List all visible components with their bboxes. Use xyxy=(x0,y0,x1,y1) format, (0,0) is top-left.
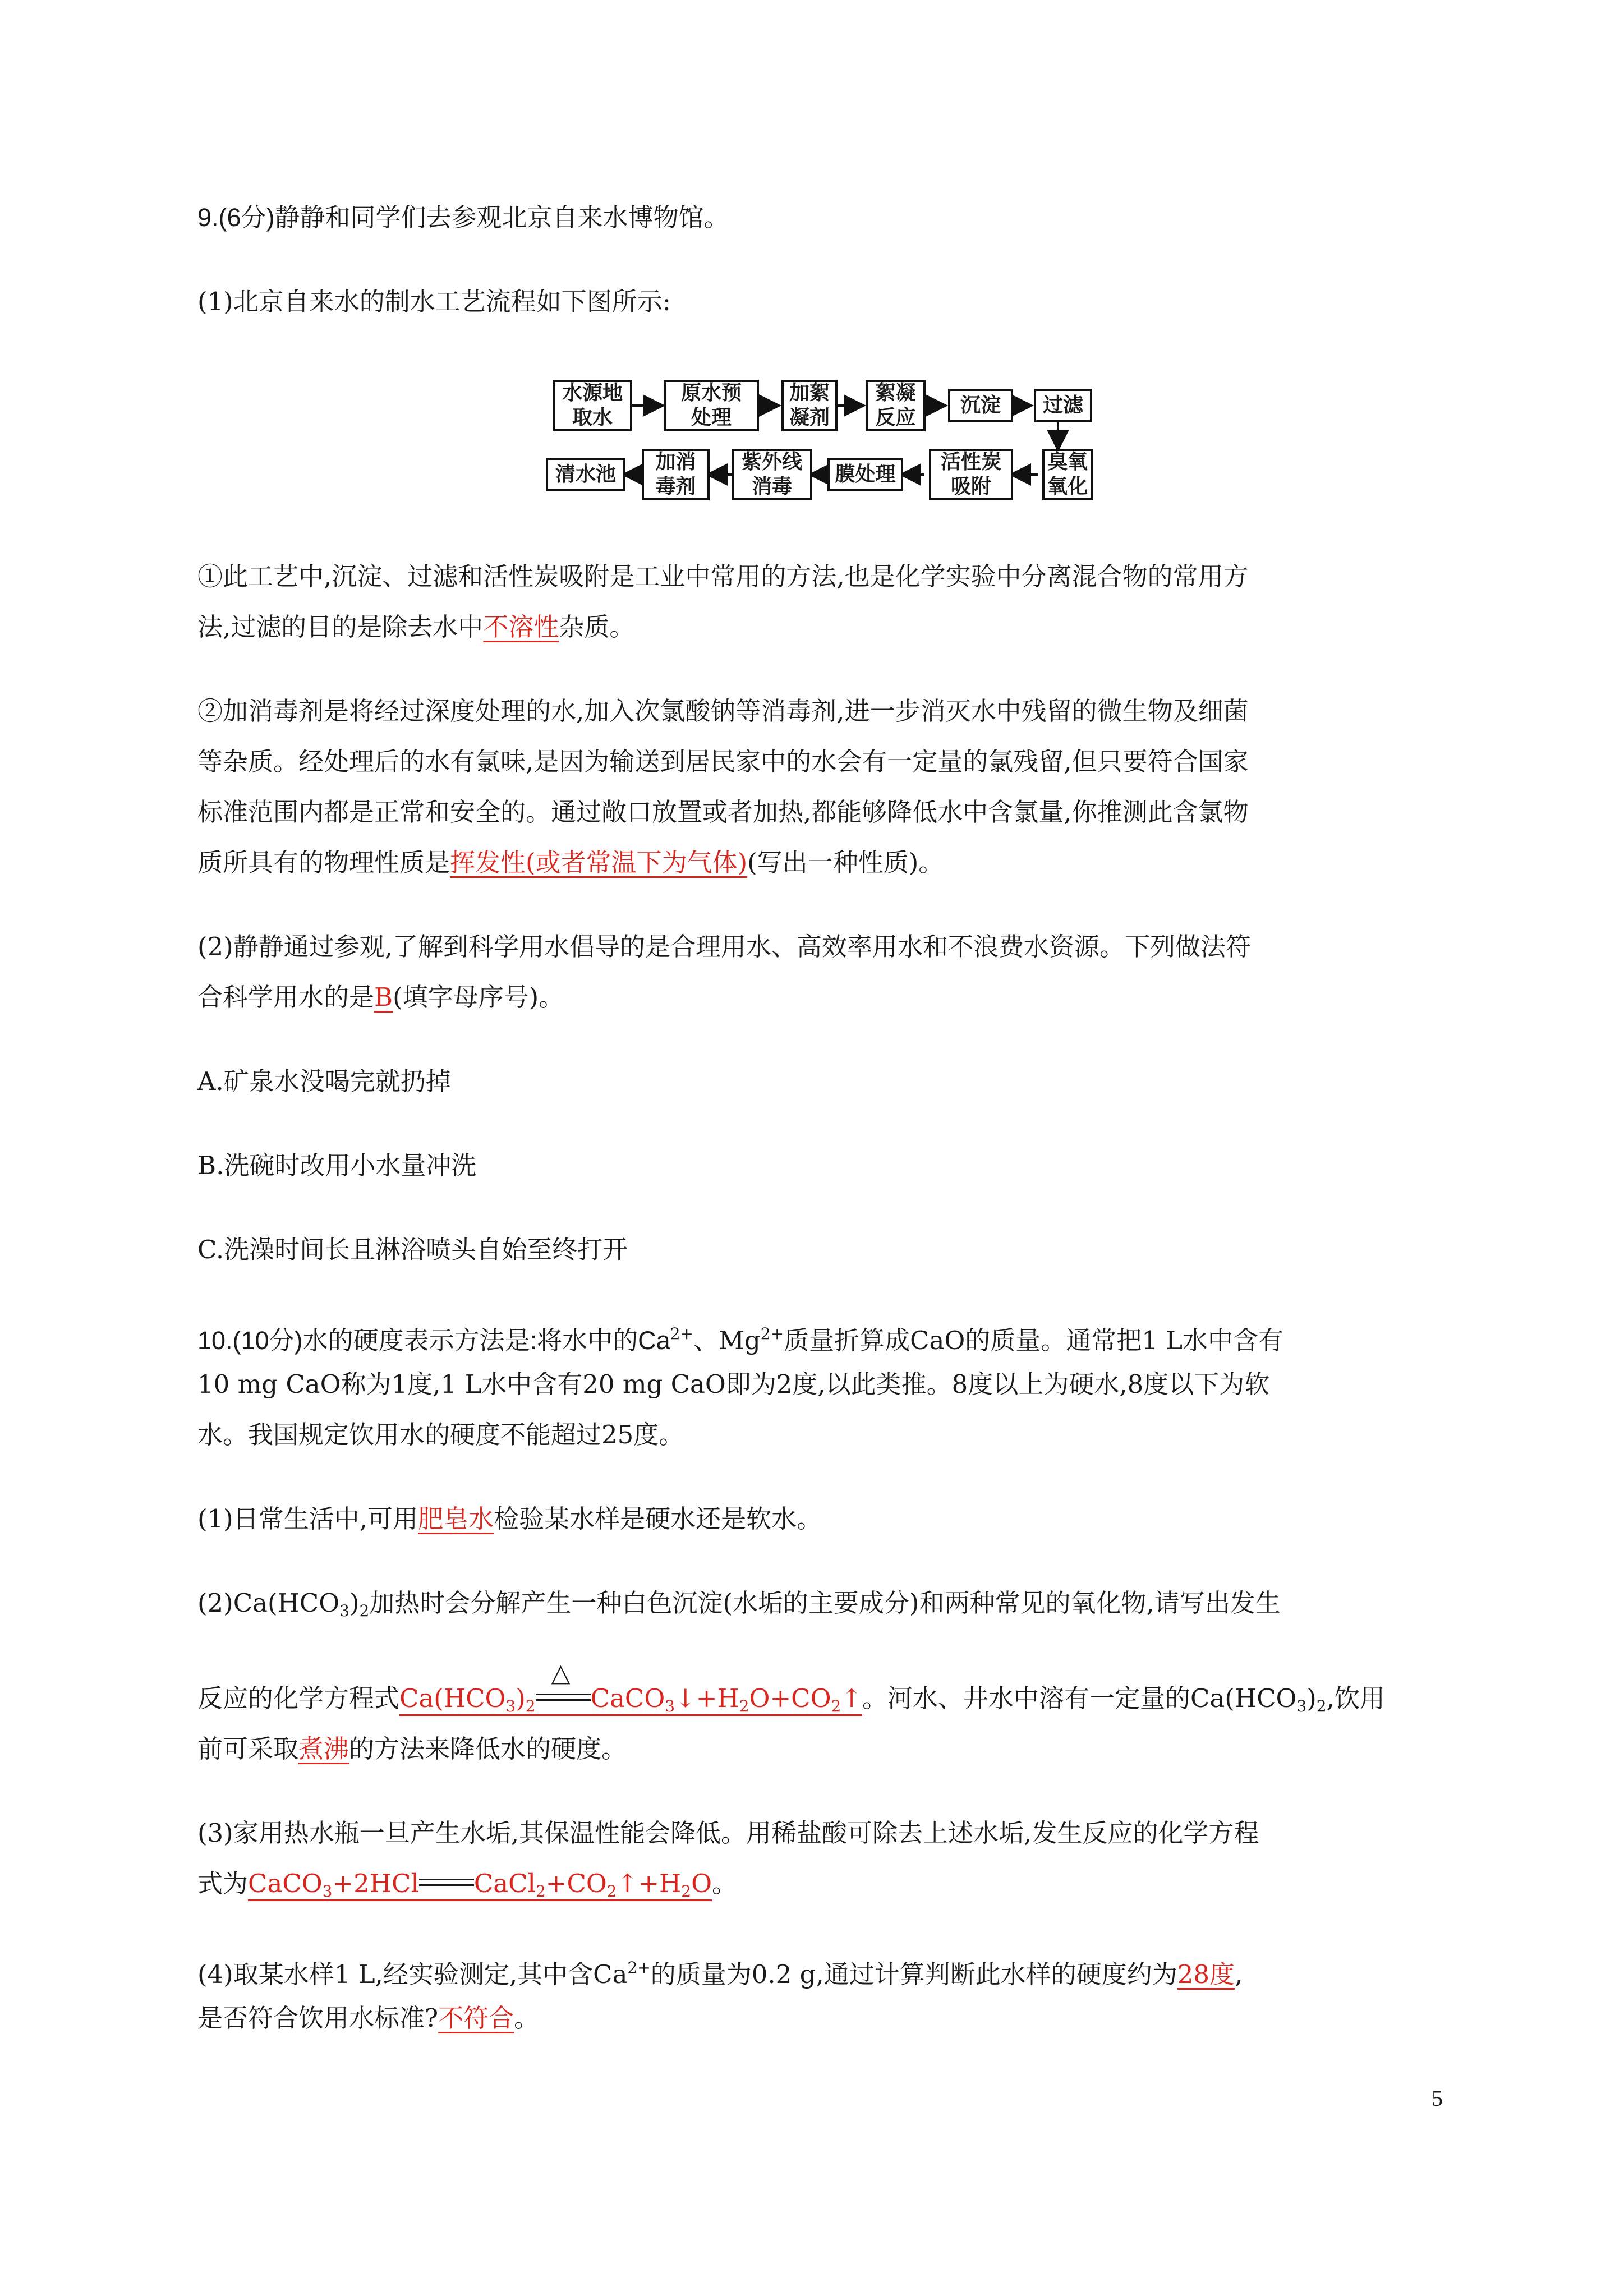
q10-p2-line1 xyxy=(197,1586,1281,1628)
q9-option-c: C.洗澡时间长且淋浴喷头自始至终打开 xyxy=(197,1235,628,1264)
flow-step-activated-carbon: 活性炭 吸附 xyxy=(929,449,1013,500)
q9-option-a: A.矿泉水没喝完就扔掉 xyxy=(197,1066,451,1096)
heat-equal-sign xyxy=(536,1659,591,1708)
q9-c2-line3: 标准范围内都是正常和安全的。通过敞口放置或者加热,都能够降低水中含氯量,你推测此含氯物 xyxy=(197,797,1249,827)
q10-p2-line2 xyxy=(197,1659,1385,1723)
sub: 3 xyxy=(322,1882,333,1901)
answer-hardness-28: 28度 xyxy=(1177,1959,1235,1989)
text: +H xyxy=(638,1869,682,1898)
q9-c2-line4 xyxy=(197,846,944,880)
text: 是否符合饮用水标准? xyxy=(197,2003,439,2033)
answer-soap-water: 肥皂水 xyxy=(418,1504,494,1534)
flow-step-filtration: 过滤 xyxy=(1034,389,1092,422)
text: +2HCl xyxy=(332,1869,419,1898)
text: O+CO xyxy=(749,1683,831,1713)
q9-p2-line1: (2)静静通过参观,了解到科学用水倡导的是合理用水、高效率用水和不浪费水资源。下列做法符 xyxy=(197,932,1252,961)
sub: 2 xyxy=(681,1882,692,1901)
q10-header-line1 xyxy=(197,1317,1283,1358)
q10-p3-line2 xyxy=(197,1867,737,1908)
text: 。 xyxy=(514,2003,540,2033)
flow-step-membrane: 膜处理 xyxy=(827,458,903,491)
q10-p1 xyxy=(197,1502,822,1536)
text: 式为 xyxy=(197,1869,249,1898)
q10-header-line3: 水。我国规定饮用水的硬度不能超过25度。 xyxy=(197,1420,684,1450)
flow-step-sedimentation: 沉淀 xyxy=(948,389,1013,422)
text: ) xyxy=(516,1683,526,1713)
heat-triangle-icon: △ xyxy=(551,1659,571,1687)
flow-step-pretreatment: 原水预 处理 xyxy=(664,380,759,431)
flow-step-uv: 紫外线 消毒 xyxy=(732,449,812,500)
text: 质所具有的物理性质是 xyxy=(197,848,450,877)
sub: 2 xyxy=(831,1697,841,1715)
answer-not-compliant: 不符合 xyxy=(438,2003,514,2033)
text: Ca(HCO xyxy=(399,1683,506,1713)
text: +CO xyxy=(545,1869,607,1898)
q9-title: 9.(6分)静静和同学们去参观北京自来水博物馆。 xyxy=(197,203,729,232)
text: CaCO xyxy=(248,1869,323,1898)
text: 。 xyxy=(712,1869,738,1898)
text: 10.(10分)水的硬度表示方法是:将水中的Ca xyxy=(197,1326,670,1355)
q9-c2-line2: 等杂质。经处理后的水有氯味,是因为输送到居民家中的水会有一定量的氯残留,但只要符合国家 xyxy=(197,747,1249,776)
text: CaCl xyxy=(473,1869,536,1898)
flow-step-clear-water-tank: 清水池 xyxy=(546,458,625,491)
q9-option-b: B.洗碗时改用小水量冲洗 xyxy=(197,1151,477,1180)
text: 前可采取 xyxy=(197,1734,299,1764)
page-number: 5 xyxy=(1432,2086,1443,2111)
text: (2)Ca(HCO xyxy=(197,1588,340,1618)
answer-choice-b: B xyxy=(374,982,393,1012)
q10-p4-line2 xyxy=(197,2001,539,2035)
text: +H xyxy=(696,1683,739,1713)
text: , xyxy=(1234,1959,1243,1989)
sub: 3 xyxy=(339,1602,349,1620)
text: 的方法来降低水的硬度。 xyxy=(349,1734,627,1764)
answer-volatility: 挥发性(或者常温下为气体) xyxy=(450,848,748,877)
q9-c1-line1: ①此工艺中,沉淀、过滤和活性炭吸附是工业中常用的方法,也是化学实验中分离混合物的常用方 xyxy=(197,562,1249,591)
text: 、Mg xyxy=(693,1326,761,1355)
text: O xyxy=(691,1869,712,1898)
gas-arrow-icon: ↑ xyxy=(841,1683,863,1713)
q9-c1-line2 xyxy=(197,610,634,644)
text: ,饮用 xyxy=(1326,1683,1385,1713)
q10-p4-line1 xyxy=(197,1951,1243,1991)
flow-step-ozone: 臭氧 氧化 xyxy=(1042,449,1093,500)
flow-step-disinfectant: 加消 毒剂 xyxy=(642,449,710,500)
answer-equation-2 xyxy=(248,1869,712,1901)
text: (写出一种性质)。 xyxy=(747,848,944,877)
sub: 2 xyxy=(535,1882,546,1901)
sub: 3 xyxy=(505,1697,516,1715)
q9-part1-intro: (1)北京自来水的制水工艺流程如下图所示: xyxy=(197,287,671,316)
precipitate-arrow-icon: ↓ xyxy=(675,1683,696,1713)
text: ) xyxy=(1306,1683,1317,1713)
q9-c2-line1: ②加消毒剂是将经过深度处理的水,加入次氯酸钠等消毒剂,进一步消灭水中残留的微生物及细菌 xyxy=(197,696,1249,726)
q9-p2-line2 xyxy=(197,981,564,1014)
text: 。河水、井水中溶有一定量的Ca(HCO xyxy=(862,1683,1297,1713)
text: 法,过滤的目的是除去水中 xyxy=(197,612,484,642)
sup: 2+ xyxy=(760,1324,784,1343)
q10-header-line2: 10 mg CaO称为1度,1 L水中含有20 mg CaO即为2度,以此类推。8度以上为硬水,8度以下为软 xyxy=(197,1369,1270,1399)
sub: 2 xyxy=(525,1697,536,1715)
flow-step-coagulant: 加絮 凝剂 xyxy=(781,380,838,431)
answer-equation-1 xyxy=(399,1659,863,1716)
flow-step-flocculation: 絮凝 反应 xyxy=(866,380,926,431)
q10-p2-line3 xyxy=(197,1732,627,1766)
text: 杂质。 xyxy=(559,612,635,642)
sub: 2 xyxy=(359,1602,370,1620)
sup: 2+ xyxy=(670,1324,693,1343)
gas-arrow-icon: ↑ xyxy=(617,1869,638,1898)
flow-step-source-intake: 水源地 取水 xyxy=(553,380,632,431)
answer-boiling: 煮沸 xyxy=(298,1734,349,1764)
text: 检验某水样是硬水还是软水。 xyxy=(494,1504,822,1534)
text: (1)日常生活中,可用 xyxy=(197,1504,418,1534)
equal-sign xyxy=(419,1871,474,1893)
text: 的质量为0.2 g,通过计算判断此水样的硬度约为 xyxy=(650,1959,1177,1989)
sub: 3 xyxy=(665,1697,675,1715)
text: ) xyxy=(349,1588,360,1618)
text: 加热时会分解产生一种白色沉淀(水垢的主要成分)和两种常见的氧化物,请写出发生 xyxy=(369,1588,1281,1618)
text: 质量折算成CaO的质量。通常把1 L水中含有 xyxy=(784,1326,1284,1355)
text: (4)取某水样1 L,经实验测定,其中含Ca xyxy=(197,1959,628,1989)
text: 合科学用水的是 xyxy=(197,982,375,1012)
text: 反应的化学方程式 xyxy=(197,1683,400,1713)
q10-p3-line1: (3)家用热水瓶一旦产生水垢,其保温性能会降低。用稀盐酸可除去上述水垢,发生反应的化学方程 xyxy=(197,1818,1259,1848)
sub: 2 xyxy=(739,1697,749,1715)
sup: 2+ xyxy=(627,1958,651,1977)
sub: 3 xyxy=(1296,1697,1307,1715)
text: (填字母序号)。 xyxy=(393,982,564,1012)
answer-insoluble: 不溶性 xyxy=(483,612,559,642)
text: CaCO xyxy=(590,1683,665,1713)
sub: 2 xyxy=(606,1882,617,1901)
sub: 2 xyxy=(1316,1697,1327,1715)
